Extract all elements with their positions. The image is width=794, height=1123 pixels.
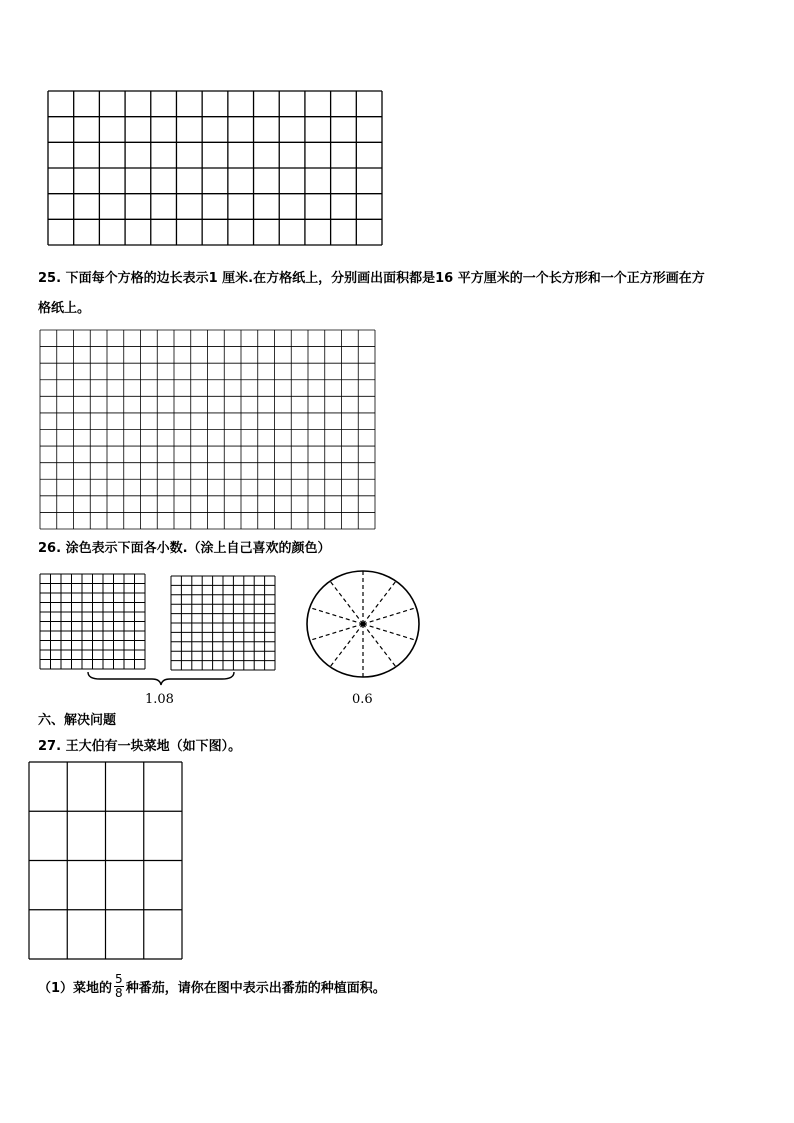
q27-vegetable-field-grid[interactable] bbox=[29, 762, 182, 959]
top-grid bbox=[48, 91, 382, 245]
q26-hundred-grid-1[interactable] bbox=[40, 574, 145, 669]
q27-sub1 bbox=[38, 972, 386, 1002]
q27-sub1-suffix: 种番茄，请你在图中表示出番茄的种植面积。 bbox=[125, 981, 386, 996]
q27-fraction-numerator: 5 bbox=[115, 972, 123, 986]
q27-line bbox=[38, 738, 241, 756]
q25-number: 25. bbox=[38, 271, 62, 286]
q27-number: 27. bbox=[38, 739, 62, 754]
q26-brace bbox=[86, 670, 236, 686]
q27-fraction-denominator: 8 bbox=[115, 986, 123, 1000]
q25-text-line1: 下面每个方格的边长表示1 厘米.在方格纸上，分别画出面积都是16 平方厘米的一个长方形和一个正方形画在方 bbox=[65, 271, 705, 286]
q26-label-circle: 0.6 bbox=[352, 692, 373, 707]
q25-line1 bbox=[38, 270, 705, 288]
section6-title: 六、解决问题 bbox=[38, 713, 117, 728]
q25-grid[interactable] bbox=[40, 330, 375, 529]
q26-circle[interactable] bbox=[305, 569, 423, 679]
q25-line2 bbox=[38, 300, 90, 318]
q27-sub1-prefix: （1）菜地的 bbox=[38, 981, 113, 996]
q27-fraction bbox=[114, 973, 124, 1000]
q26-text: 涂色表示下面各小数.（涂上自己喜欢的颜色） bbox=[65, 541, 331, 556]
q27-text: 王大伯有一块菜地（如下图）。 bbox=[65, 739, 242, 754]
q26-number: 26. bbox=[38, 541, 62, 556]
q26-hundred-grid-2[interactable] bbox=[171, 576, 275, 670]
q25-text-line2: 格纸上。 bbox=[38, 301, 91, 316]
q26-label-squares: 1.08 bbox=[145, 692, 174, 707]
q26-line bbox=[38, 540, 331, 558]
